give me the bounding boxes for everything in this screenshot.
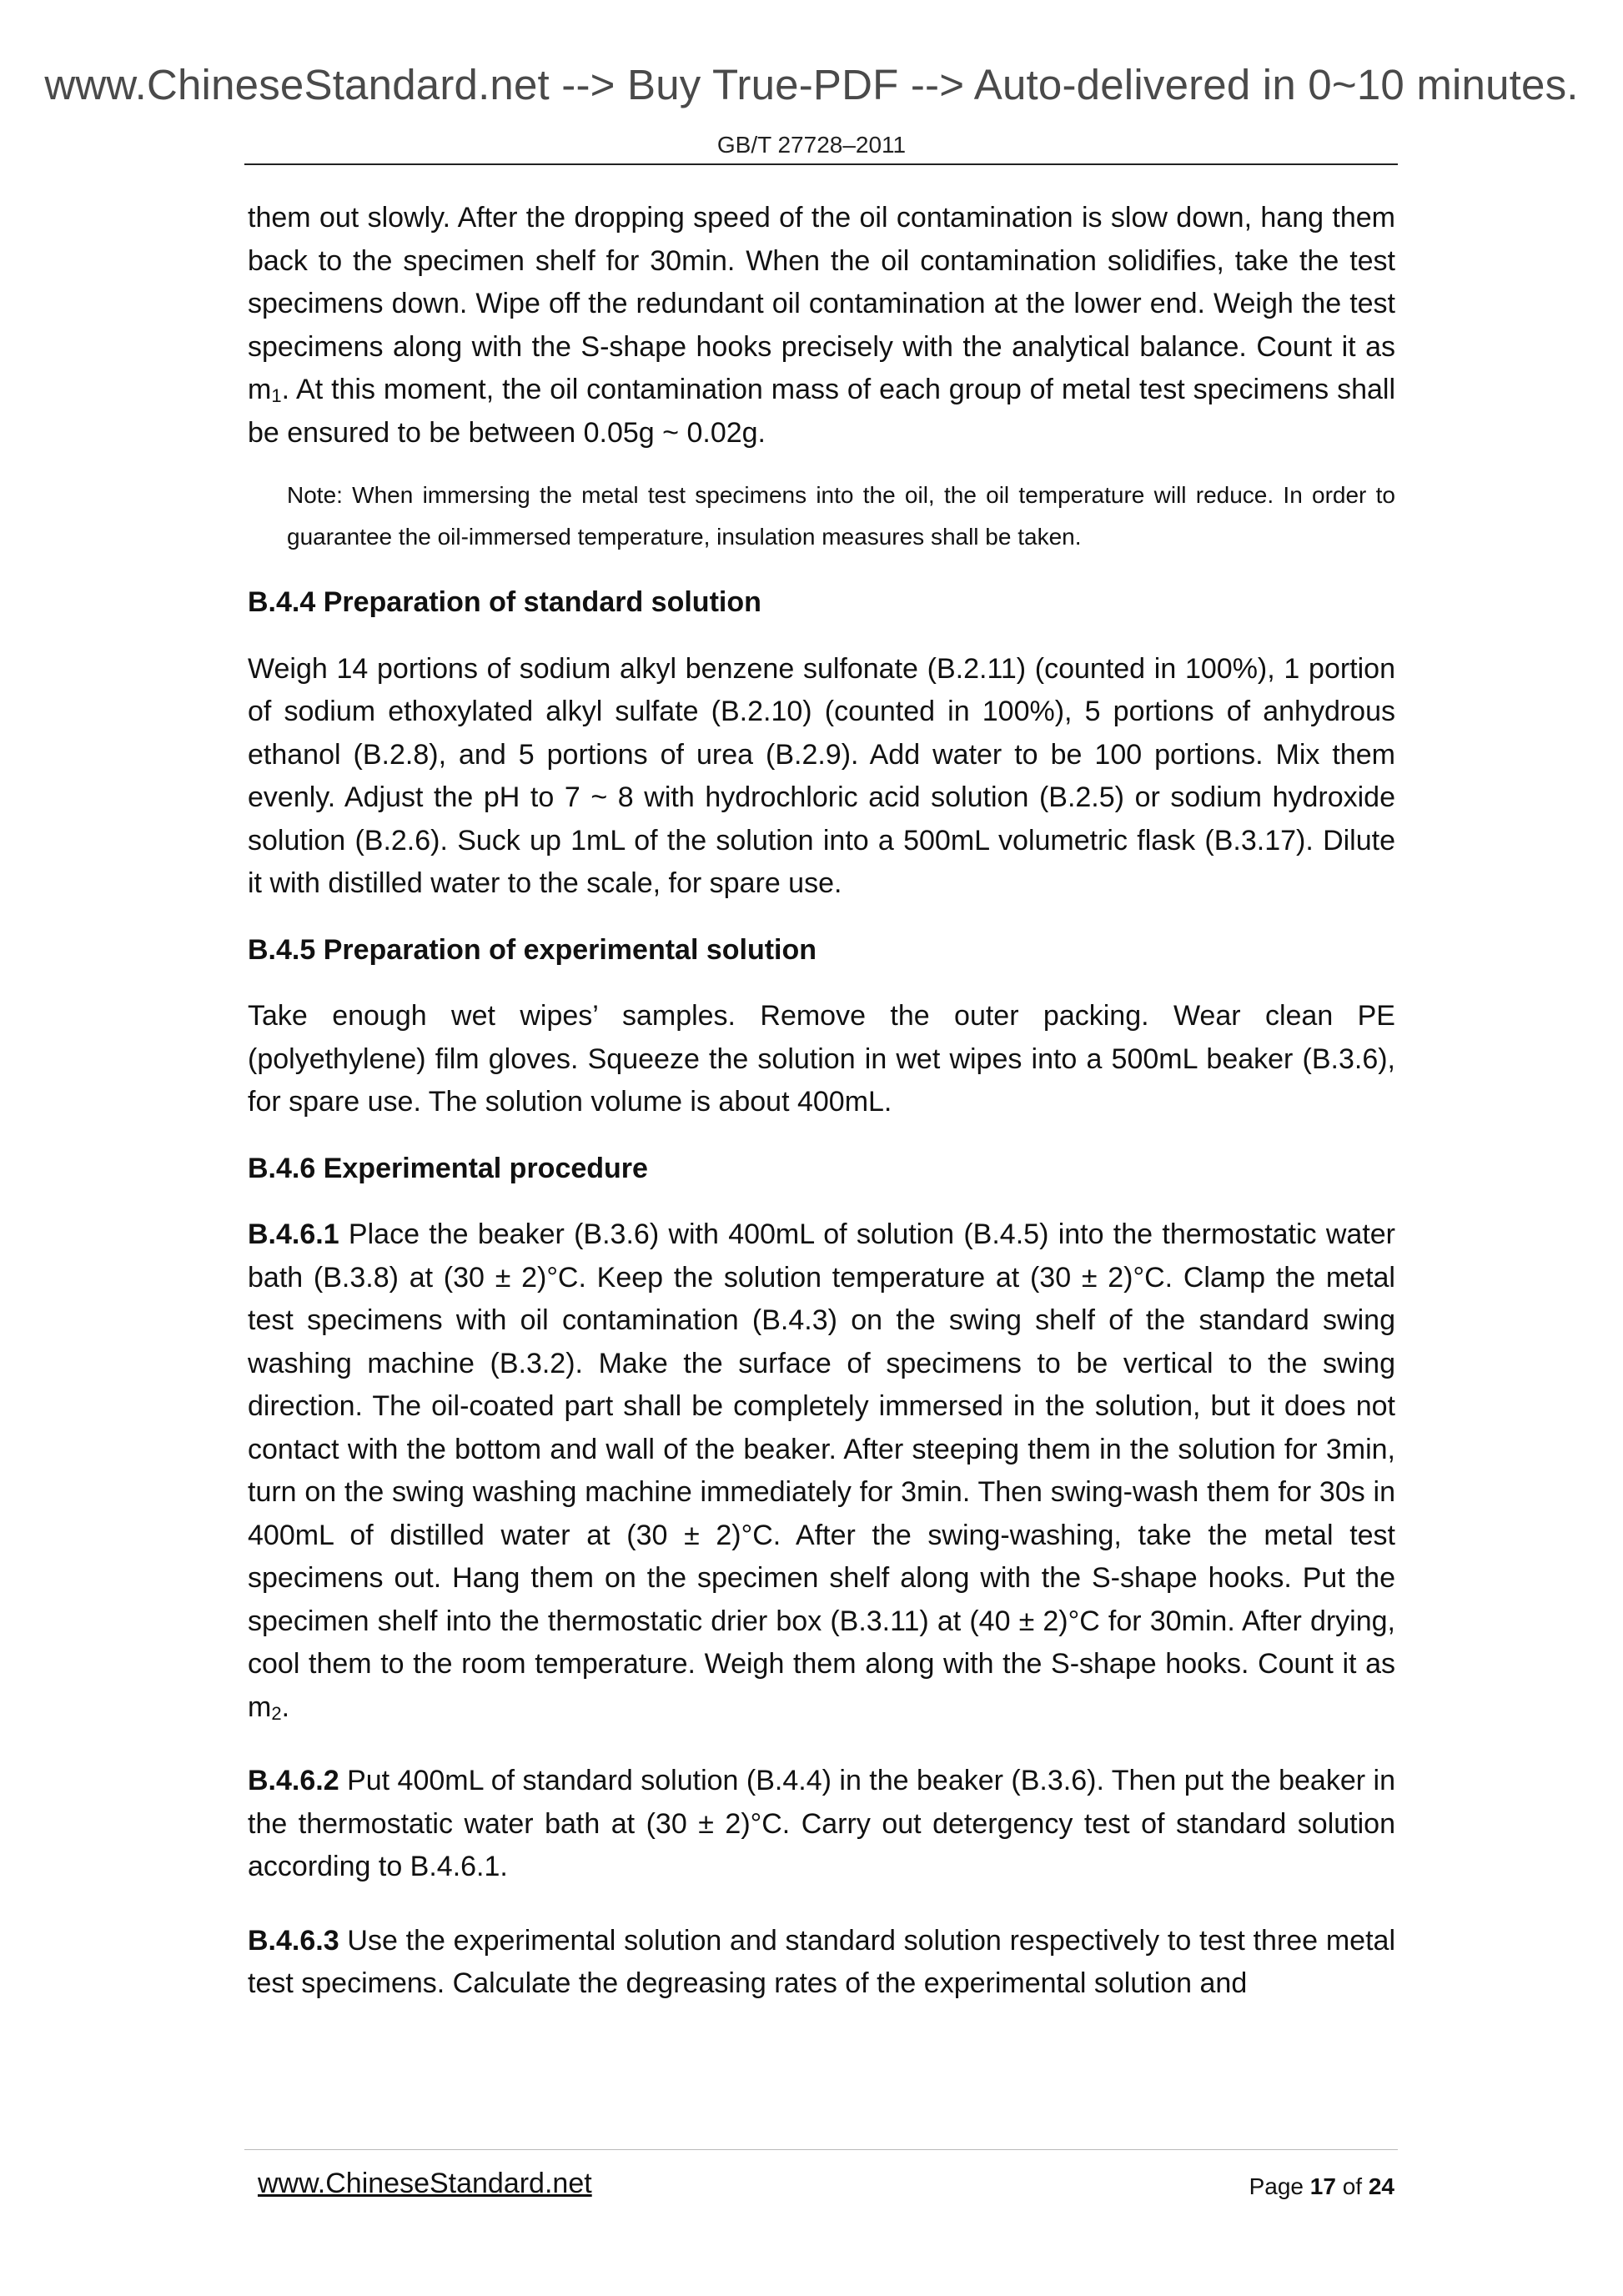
b461-end: . <box>281 1691 290 1723</box>
clause-label-b461: B.4.6.1 <box>248 1218 339 1250</box>
paragraph-b461 <box>248 1213 1395 1729</box>
b462-text: Put 400mL of standard solution (B.4.4) in the beaker (B.3.6). Then put the beaker in the thermostatic water bath at (30 ± 2)°C. Carry out detergency test of standard solution according to B.4.6.1. <box>248 1765 1395 1882</box>
heading-b44: B.4.4 Preparation of standard solution <box>248 586 761 618</box>
standard-code: GB/T 27728–2011 <box>716 132 907 158</box>
m2-subscript: 2 <box>271 1702 282 1724</box>
page-word: Page <box>1249 2173 1304 2199</box>
clause-label-b462: B.4.6.2 <box>248 1765 339 1796</box>
paragraph-b45: Take enough wet wipes’ samples. Remove the outer packing. Wear clean PE (polyethylene) film gloves. Squeeze the solution in wet wipes into a 500mL beaker (B.3.6), for spare use. The solution volume is about 400mL. <box>248 1000 1395 1118</box>
paragraph-b44: Weigh 14 portions of sodium alkyl benzene sulfonate (B.2.11) (counted in 100%), 1 portion of sodium ethoxylated alkyl sulfate (B.2.10) (counted in 100%), 5 portions of anhydrous ethanol (B.2.8), and 5 portions of urea (B.2.9). Add water to be 100 portions. Mix them evenly. Adjust the pH to 7 ~ 8 with hydrochloric acid solution (B.2.5) or sodium hydroxide solution (B.2.6). Suck up 1mL of the solution into a 500mL volumetric flask (B.3.17). Dilute it with distilled water to the scale, for spare use. <box>248 652 1395 899</box>
p1-text-a: them out slowly. After the dropping speed of the oil contamination is slow down, hang them back to the specimen shelf for 30min. When the oil contamination solidifies, take the test specimens down. Wipe off the redundant oil contamination at the lower end. Weigh the test specimens along with the S-shape hooks precisely with the analytical balance. Count it as m <box>248 202 1395 405</box>
m1-subscript: 1 <box>271 385 282 406</box>
b461-text: Place the beaker (B.3.6) with 400mL of solution (B.4.5) into the thermostatic water bath (B.3.8) at (30 ± 2)°C. Keep the solution temperature at (30 ± 2)°C. Clamp the metal test specimens with oil contamination (B.4.3) on the swing shelf of the standard swing washing machine (B.3.2). Make the surface of specimens to be vertical to the swing direction. The oil-coated part shall be completely immersed in the solution, but it does not contact with the bottom and wall of the beaker. After steeping them in the solution for 3min, turn on the swing washing machine immediately for 3min. Then swing-wash them for 30s in 400mL of distilled water at (30 ± 2)°C. After the swing-washing, take the metal test specimens out. Hang them on the specimen shelf along with the S-shape hooks. Put the specimen shelf into the thermostatic drier box (B.3.11) at (40 ± 2)°C for 30min. After drying, cool them to the room temperature. Weigh them along with the S-shape hooks. Count it as m <box>248 1218 1395 1723</box>
header-rule <box>244 163 1398 165</box>
footer-rule <box>244 2149 1398 2150</box>
heading-b45: B.4.5 Preparation of experimental solution <box>248 933 817 966</box>
clause-label-b463: B.4.6.3 <box>248 1924 339 1957</box>
heading-b46: B.4.6 Experimental procedure <box>248 1152 648 1184</box>
top-banner: www.ChineseStandard.net --> Buy True-PDF --> Auto-delivered in 0~10 minutes. <box>44 61 1579 108</box>
page-number <box>1249 2173 1394 2200</box>
b463-text: Use the experimental solution and standard solution respectively to test three metal test specimens. Calculate the degreasing rates of the experimental solution and <box>248 1924 1395 1999</box>
page-current: 17 <box>1309 2173 1336 2199</box>
paragraph-b463 <box>248 1920 1395 2006</box>
paragraph-oil-contamination <box>248 197 1395 455</box>
page-content <box>248 197 1395 2006</box>
page-of: of <box>1342 2173 1363 2199</box>
p1-text-b: . At this moment, the oil contamination mass of each group of metal test specimens shall be ensured to be between 0.05g ~ 0.02g. <box>248 374 1395 449</box>
footer-link[interactable]: www.ChineseStandard.net <box>258 2168 592 2199</box>
paragraph-b462 <box>248 1760 1395 1889</box>
note-paragraph: Note: When immersing the metal test specimens into the oil, the oil temperature will reduce. In order to guarantee the oil-immersed temperature, insulation measures shall be taken. <box>287 482 1395 550</box>
page-total: 24 <box>1368 2173 1394 2199</box>
